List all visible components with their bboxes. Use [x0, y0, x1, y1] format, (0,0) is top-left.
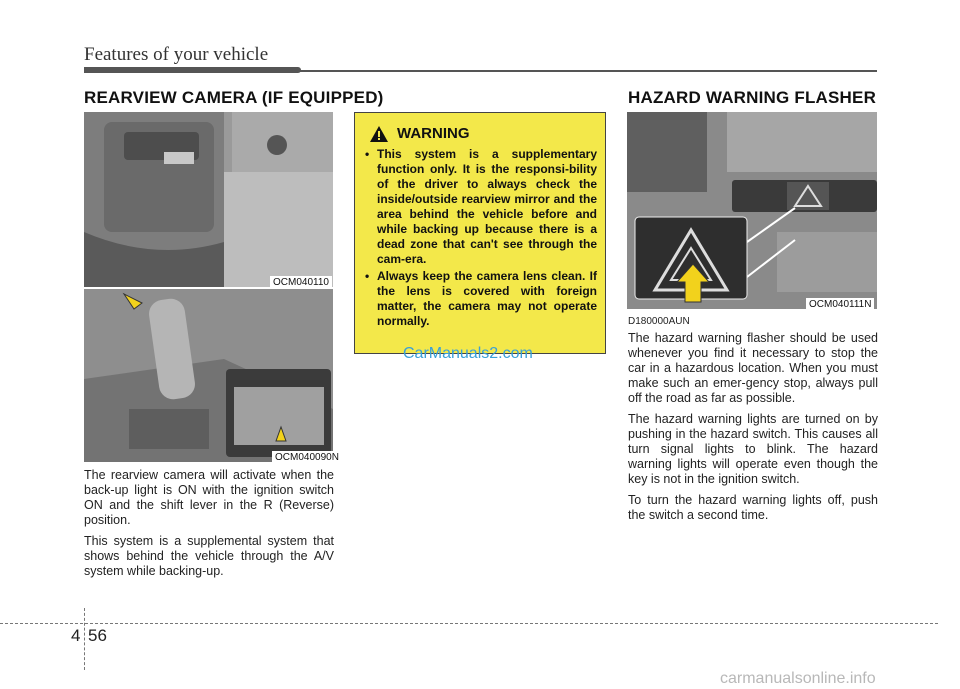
left-text-block	[84, 468, 334, 585]
right-paragraph: To turn the hazard warning lights off, push the switch a second time.	[628, 493, 878, 522]
warning-title: WARNING	[397, 125, 470, 142]
warning-box	[354, 112, 606, 354]
section-code: D180000AUN	[628, 316, 690, 327]
right-paragraph: The hazard warning flasher should be used whenever you find it necessary to stop the car in a hazardous location. When you must make such an emer-gency stop, always pull off the road as far as possible.	[628, 331, 878, 405]
rear-vehicle-illustration	[84, 112, 333, 287]
page-number: 56	[88, 626, 107, 645]
warning-triangle-icon	[369, 125, 389, 143]
site-watermark: carmanualsonline.info	[720, 670, 876, 687]
warning-item: • This system is a supplementary function only. It is the responsi-bility of the driver to always check the inside/outside rearview mirror and the area behind the vehicle before and while backing up because there is a dead zone that can't see through the cam-era.	[365, 147, 597, 267]
left-paragraph: This system is a supplemental system that shows behind the vehicle through the A/V system while backing-up.	[84, 534, 334, 578]
left-paragraph: The rearview camera will activate when the back-up light is ON with the ignition switch ON and the shift lever in the R (Reverse) position.	[84, 468, 334, 527]
shift-lever-image	[84, 289, 333, 462]
image2-caption: OCM040090N	[272, 451, 342, 464]
chapter-number: 4	[71, 626, 81, 645]
hazard-switch-illustration	[627, 112, 877, 309]
header-rule-accent	[84, 67, 301, 73]
rearview-camera-title: REARVIEW CAMERA (IF EQUIPPED)	[84, 88, 384, 107]
watermark-text: CarManuals2.com	[403, 345, 533, 362]
footer-divider	[84, 608, 85, 670]
image1-caption: OCM040110	[270, 276, 332, 289]
rear-vehicle-image	[84, 112, 333, 287]
footer-rule	[0, 623, 938, 624]
hazard-flasher-title: HAZARD WARNING FLASHER	[628, 88, 877, 107]
shift-lever-illustration	[84, 289, 333, 462]
hazard-switch-image	[627, 112, 877, 309]
hazard-image-caption: OCM040111N	[806, 298, 874, 311]
warning-item: • Always keep the camera lens clean. If the lens is covered with foreign matter, the camera may not operate normally.	[365, 269, 597, 329]
warning-list	[365, 147, 597, 331]
right-paragraph: The hazard warning lights are turned on by pushing in the hazard switch. This causes all turn signal lights to blink. The hazard warning lights will operate even though the key is not in the ignition switch.	[628, 412, 878, 486]
right-text-block	[628, 331, 878, 529]
page-header-title: Features of your vehicle	[84, 44, 269, 65]
